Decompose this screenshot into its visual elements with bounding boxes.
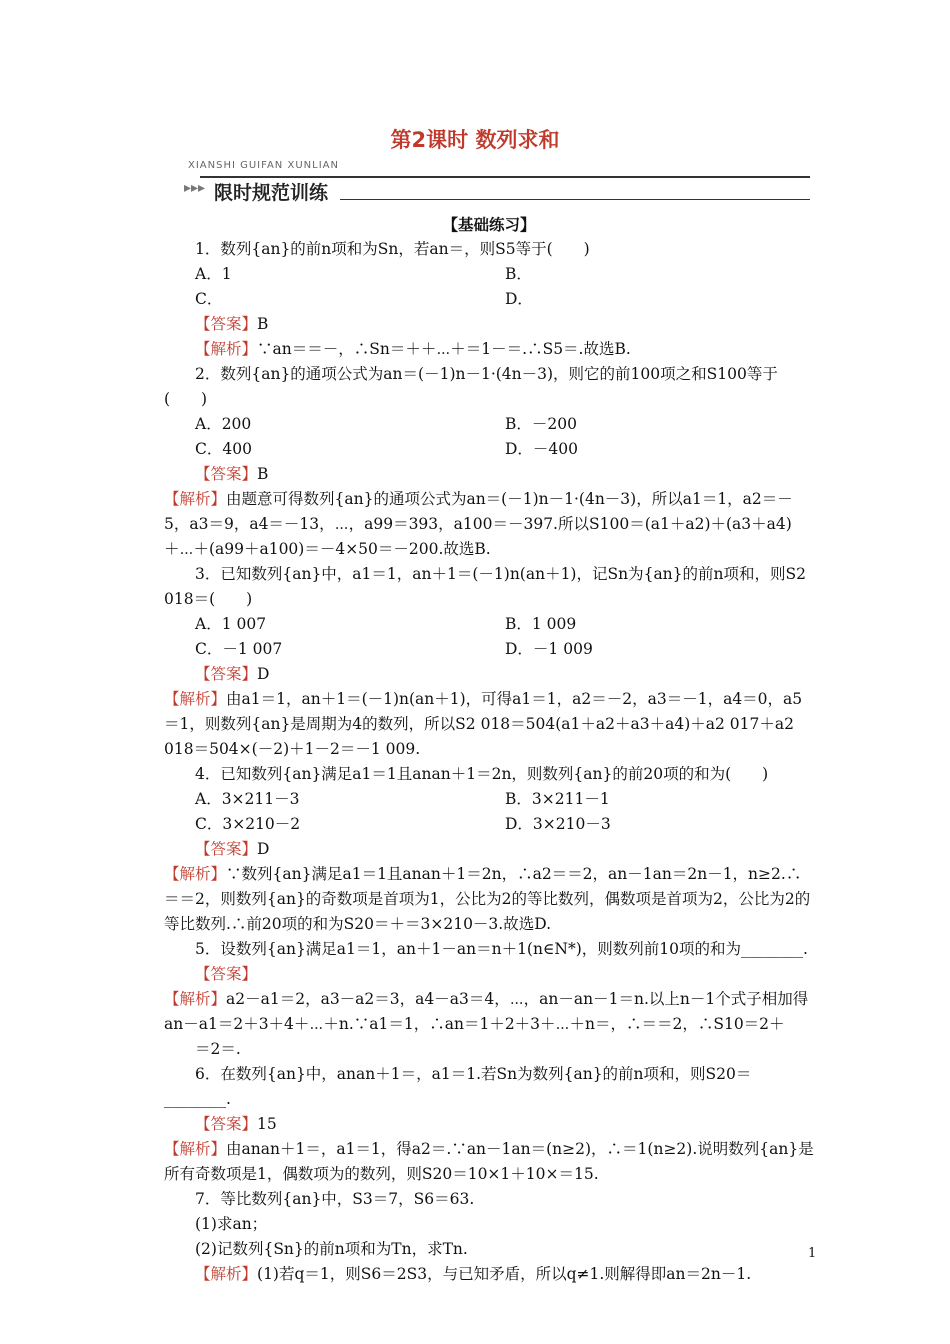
analysis-2	[164, 487, 814, 562]
question-2: 2．数列{an}的通项公式为an＝(－1)n－1·(4n－3)，则它的前100项之和S100等于( )	[164, 365, 778, 408]
answer-value: D	[257, 840, 270, 858]
answer-value: 15	[257, 1115, 277, 1133]
answer-tag: 【答案】	[195, 315, 258, 333]
answer-tag: 【答案】	[195, 665, 258, 683]
option-b: B．	[505, 265, 532, 283]
option-a: A．1 007	[195, 615, 267, 633]
analysis-tag: 【解析】	[164, 690, 227, 708]
analysis-text: 由a1＝1，an＋1＝(－1)n(an＋1)，可得a1＝1，a2＝－2，a3＝－1，a4＝0，a5＝1，则数列{an}是周期为4的数列，所以S2 018＝504(a1＋a2＋a3＋a4)＋a2 017＋a2 018＝504×(－2)＋1－2＝－1 009.	[164, 690, 803, 758]
option-c: C．400	[195, 440, 252, 458]
question-4: 4．已知数列{an}满足a1＝1且anan＋1＝2n，则数列{an}的前20项的和为( )	[195, 765, 769, 783]
options-row	[164, 437, 814, 462]
answer-5	[164, 962, 814, 987]
banner-pinyin: XIANSHI GUIFAN XUNLIAN	[188, 160, 339, 171]
answer-value: D	[257, 665, 270, 683]
answer-3	[164, 662, 814, 687]
analysis-tag: 【解析】	[164, 990, 227, 1008]
section-banner	[140, 158, 810, 204]
option-d: D．	[505, 290, 533, 308]
option-d: D．－400	[505, 440, 579, 458]
page-number: 1	[808, 1246, 817, 1261]
answer-value: B	[257, 465, 269, 483]
options-row	[164, 637, 814, 662]
analysis-tag: 【解析】	[164, 865, 227, 883]
option-c: C．	[195, 290, 223, 308]
option-d: D．－1 009	[505, 640, 593, 658]
answer-tag: 【答案】	[195, 465, 258, 483]
options-row	[164, 262, 814, 287]
answer-2	[164, 462, 814, 487]
options-row	[164, 287, 814, 312]
options-row	[164, 787, 814, 812]
answer-tag: 【答案】	[195, 840, 258, 858]
analysis-5-cont: ＝2＝.	[195, 1040, 241, 1058]
analysis-text: ∵数列{an}满足a1＝1且anan＋1＝2n，∴a2＝＝2，an－1an＝2n－1，n≥2.∴＝＝2，则数列{an}的奇数项是首项为1，公比为2的等比数列，偶数项是首项为2，公比为2的等比数列.∴前20项的和为S20＝＋＝3×210－3.故选D.	[164, 865, 811, 933]
analysis-4	[164, 862, 814, 937]
analysis-text: (1)若q＝1，则S6＝2S3，与已知矛盾，所以q≠1.则解得即an＝2n－1.	[257, 1265, 752, 1283]
option-d: D．3×210－3	[505, 815, 611, 833]
option-b: B．3×211－1	[505, 790, 610, 808]
analysis-1	[164, 337, 814, 362]
option-c: C．－1 007	[195, 640, 283, 658]
answer-tag: 【答案】	[195, 1115, 258, 1133]
options-row	[164, 412, 814, 437]
analysis-text: a2－a1＝2，a3－a2＝3，a4－a3＝4，⋯，an－an－1＝n.以上n－1个式子相加得an－a1＝2＋3＋4＋⋯＋n.∵a1＝1，∴an＝1＋2＋3＋⋯＋n＝，∴＝＝2，∴S10＝2＋	[164, 990, 809, 1033]
options-row	[164, 812, 814, 837]
answer-4	[164, 837, 814, 862]
analysis-3	[164, 687, 814, 762]
analysis-6	[164, 1137, 814, 1187]
question-3: 3．已知数列{an}中，a1＝1，an＋1＝(－1)n(an＋1)，记Sn为{an}的前n项和，则S2 018＝( )	[164, 565, 806, 608]
option-a: A．1	[195, 265, 232, 283]
answer-value: B	[257, 315, 269, 333]
question-7-part-2: (2)记数列{Sn}的前n项和为Tn，求Tn.	[195, 1240, 468, 1258]
options-row	[164, 612, 814, 637]
question-6: 6．在数列{an}中，anan＋1＝，a1＝1.若Sn为数列{an}的前n项和，则S20＝________.	[164, 1065, 752, 1108]
option-b: B．－200	[505, 415, 577, 433]
question-7-part-1: (1)求an；	[195, 1215, 268, 1233]
analysis-text: ∵an＝＝－，∴Sn＝＋＋⋯＋＝1－＝.∴S5＝.故选B.	[257, 340, 631, 358]
option-c: C．3×210－2	[195, 815, 301, 833]
arrow-icon: ▸▸▸	[184, 180, 206, 196]
option-b: B．1 009	[505, 615, 577, 633]
analysis-7	[164, 1262, 814, 1287]
analysis-text: 由anan＋1＝，a1＝1，得a2＝.∵an－1an＝(n≥2)，∴＝1(n≥2).说明数列{an}是所有奇数项是1，偶数项为的数列，则S20＝10×1＋10×＝15.	[164, 1140, 814, 1183]
answer-1	[164, 312, 814, 337]
banner-title: 限时规范训练	[214, 182, 329, 204]
question-5: 5．设数列{an}满足a1＝1，an＋1－an＝n＋1(n∈N*)，则数列前10项的和为________.	[195, 940, 808, 958]
option-a: A．200	[195, 415, 252, 433]
analysis-tag: 【解析】	[195, 1265, 258, 1283]
analysis-text: 由题意可得数列{an}的通项公式为an＝(－1)n－1·(4n－3)，所以a1＝1，a2＝－5，a3＝9，a4＝－13，⋯，a99＝393，a100＝－397.所以S100＝(a1＋a2)＋(a3＋a4)＋⋯＋(a99＋a100)＝－4×50＝－200.故选B.	[164, 490, 793, 558]
section-heading: 【基础练习】	[442, 215, 536, 234]
analysis-tag: 【解析】	[164, 1140, 227, 1158]
answer-tag: 【答案】	[195, 965, 258, 983]
analysis-tag: 【解析】	[164, 490, 227, 508]
page-title: 第2课时 数列求和	[390, 128, 560, 152]
question-1: 1．数列{an}的前n项和为Sn，若an＝，则S5等于( )	[195, 240, 590, 258]
question-7: 7．等比数列{an}中，S3＝7，S6＝63.	[195, 1190, 475, 1208]
option-a: A．3×211－3	[195, 790, 300, 808]
analysis-tag: 【解析】	[195, 340, 258, 358]
document-body	[164, 212, 817, 1287]
analysis-5	[164, 987, 814, 1037]
banner-rule-bottom	[340, 199, 810, 200]
answer-6	[164, 1112, 814, 1137]
